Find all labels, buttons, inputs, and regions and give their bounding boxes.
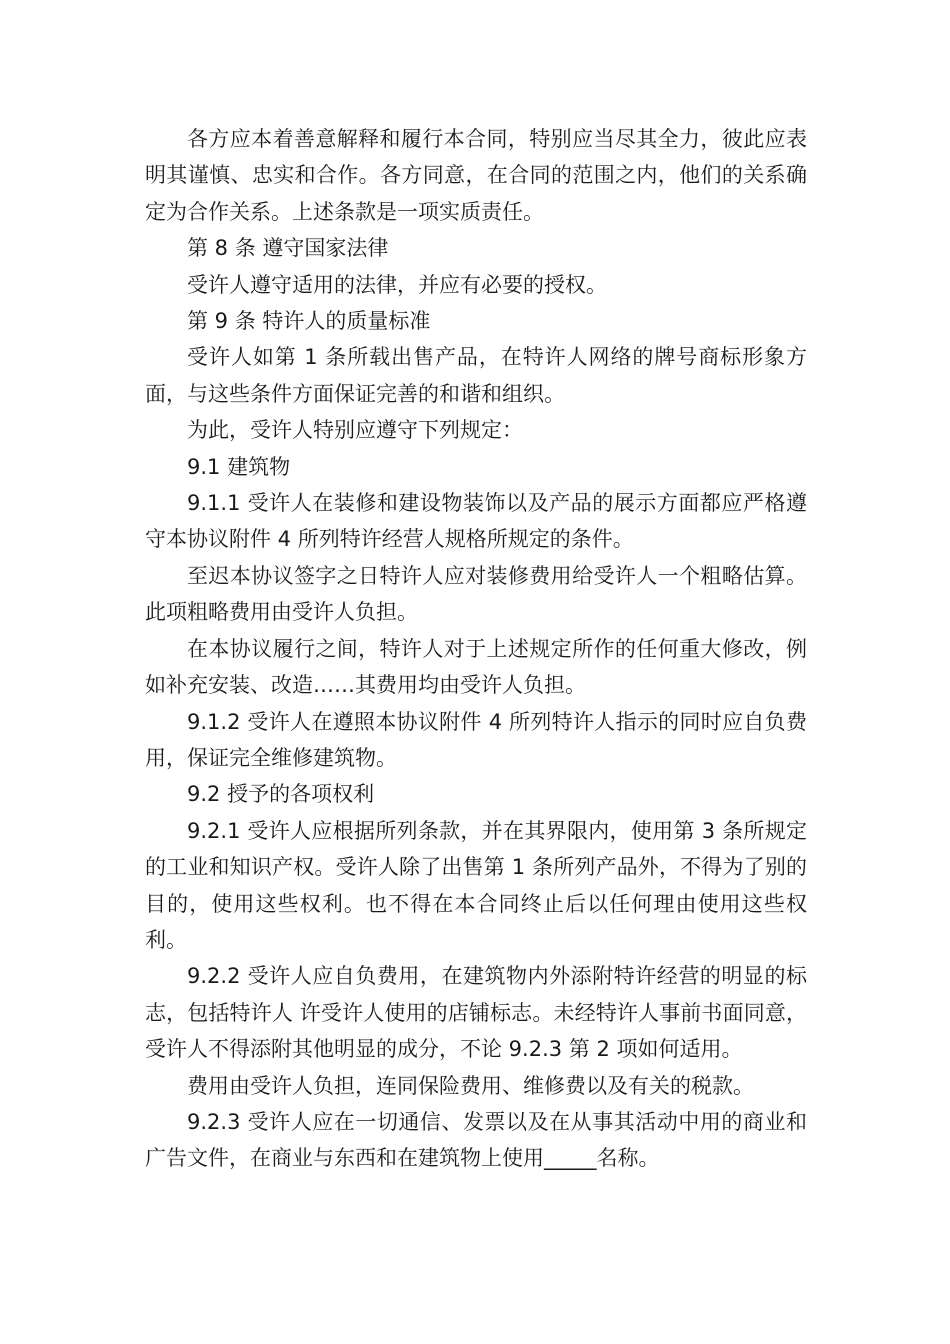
paragraph-quality-standard: 受许人如第 1 条所载出售产品，在特许人网络的牌号商标形象方面，与这些条件方面保证完善的和谐和组织。 bbox=[145, 345, 807, 406]
heading-article-9: 第 9 条 特许人的质量标准 bbox=[187, 309, 431, 334]
paragraph-cost-estimate: 至迟本协议签字之日特许人应对装修费用给受许人一个粗略估算。此项粗略费用由受许人负担。 bbox=[145, 563, 807, 625]
heading-9-1-buildings: 9.1 建筑物 bbox=[187, 454, 291, 479]
paragraph-modifications: 在本协议履行之间，特许人对于上述规定所作的任何重大修改，例如补充安装、改造……其费用均由受许人负担。 bbox=[145, 636, 807, 698]
document-body bbox=[145, 121, 807, 1177]
paragraph-cooperation: 各方应本着善意解释和履行本合同，特别应当尽其全力，彼此应表明其谨慎、忠实和合作。各方同意，在合同的范围之内，他们的关系确定为合作关系。上述条款是一项实质责任。 bbox=[145, 127, 807, 224]
paragraph-9-1-1: 9.1.1 受许人在装修和建设物装饰以及产品的展示方面都应严格遵守本协议附件 4 所列特许经营人规格所规定的条件。 bbox=[145, 491, 807, 552]
paragraph-law-compliance: 受许人遵守适用的法律，并应有必要的授权。 bbox=[187, 272, 607, 297]
heading-article-8: 第 8 条 遵守国家法律 bbox=[187, 236, 389, 261]
paragraph-9-2-1: 9.2.1 受许人应根据所列条款，并在其界限内，使用第 3 条所规定的工业和知识产权。受许人除了出售第 1 条所列产品外，不得为了别的目的，使用这些权利。也不得在本合同终止后以任何理由使用这些权利。 bbox=[145, 818, 807, 952]
paragraph-9-1-2: 9.1.2 受许人在遵照本协议附件 4 所列特许人指示的同时应自负费用，保证完全维修建筑物。 bbox=[145, 709, 807, 770]
paragraph-9-2-2: 9.2.2 受许人应自负费用，在建筑物内外添附特许经营的明显的标志，包括特许人 许受许人使用的店铺标志。未经特许人事前书面同意，受许人不得添附其他明显的成分，不论 9.2.3 第 2 项如何适用。 bbox=[145, 964, 807, 1062]
heading-9-2-rights: 9.2 授予的各项权利 bbox=[187, 782, 375, 807]
paragraph-rules-intro: 为此，受许人特别应遵守下列规定： bbox=[187, 418, 523, 443]
paragraph-9-2-3: 9.2.3 受许人应在一切通信、发票以及在从事其活动中用的商业和广告文件，在商业与东西和在建筑物上使用_____名称。 bbox=[145, 1109, 807, 1171]
paragraph-fees: 费用由受许人负担，连同保险费用、维修费以及有关的税款。 bbox=[187, 1073, 754, 1098]
